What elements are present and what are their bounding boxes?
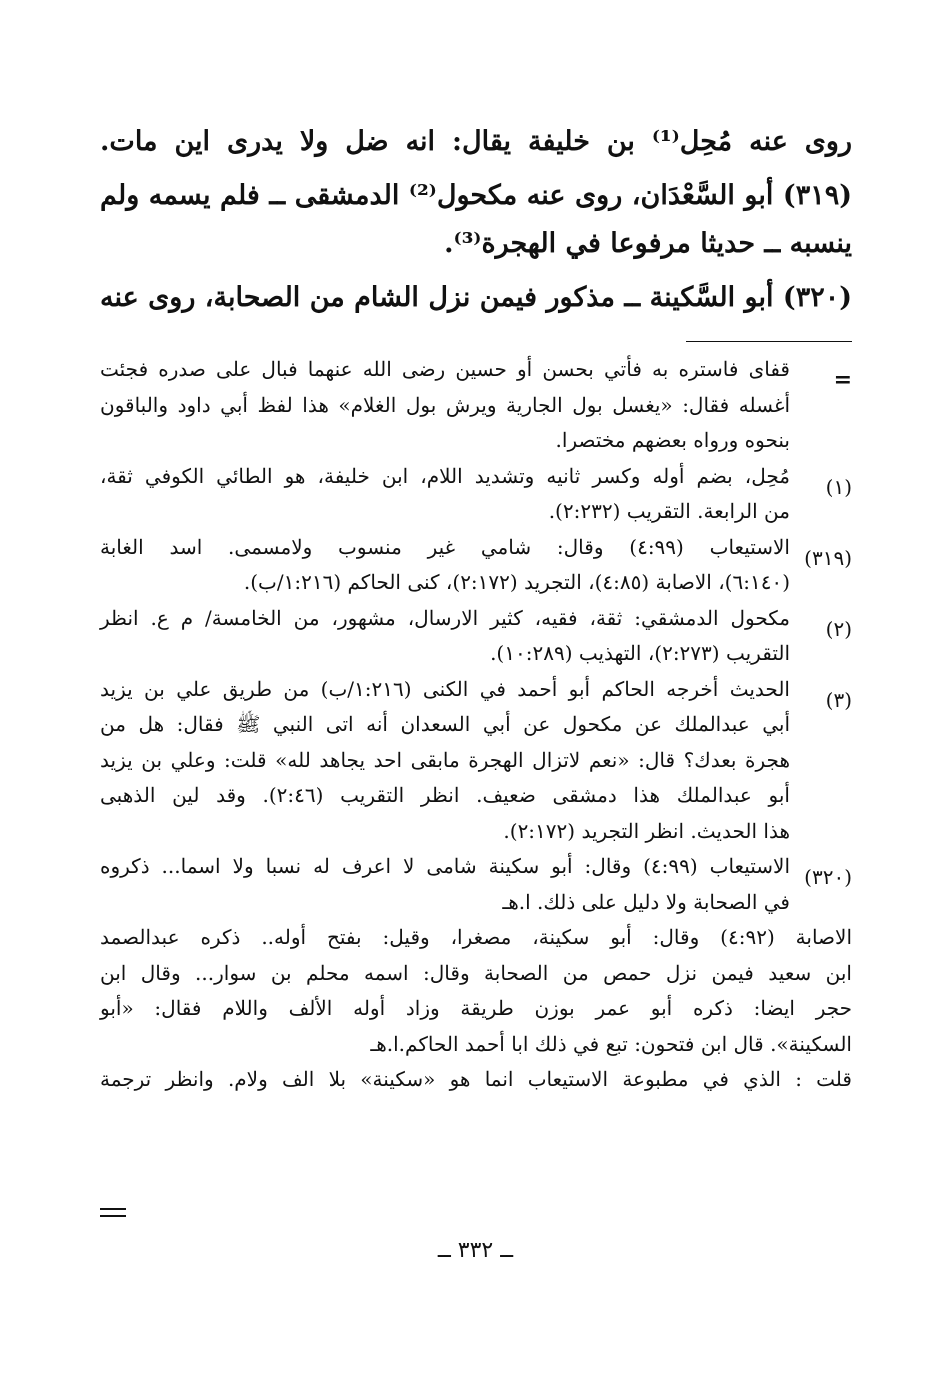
footnote-line: أبو عبدالملك هذا دمشقى ضعيف. انظر التقريب (٢:٤٦). وقد لين الذهبى — [100, 783, 790, 807]
trailing-line-4: السكينة». قال ابن فتحون: تبع في ذلك ابا أحمد الحاكم.ا.هـ — [370, 1031, 852, 1056]
main-text — [100, 118, 852, 322]
continuation-line-3: بنحوه ورواه بعضهم مختصرا. — [555, 428, 790, 452]
page-number: ــ ٣٣٢ ــ — [437, 1238, 514, 1263]
footnote-line: الاستيعاب (٤:٩٩) وقال: أبو سكينة شامى لا اعرف له نسبا ولا اسما... ذكروه — [100, 854, 790, 878]
footnote-line: هذا الحديث. انظر التجريد (٢:١٧٢). — [503, 818, 790, 843]
main-line-1: روى عنه مُحِل⁽¹⁾ بن خليفة يقال: انه ضل ولا يدرى اين مات. — [100, 126, 853, 157]
continuation-line-2: أغسله فقال: «يغسل بول الجارية ويرش بول الغلام» هذا لفظ أبي داود والباقون — [100, 392, 790, 417]
main-line-4: (٣٢٠) أبو السَّكينة ــ مذكور فيمن نزل الشام من الصحابة، روى عنه — [100, 282, 852, 313]
continuation-line-1: قفاى فاستره به فأتي بحسن أو حسين رضى الله عنهما فبال على صدره فجئت — [100, 357, 790, 381]
trailing-line-1: الاصابة (٤:٩٢) وقال: أبو سكينة، مصغرا، وقيل: بفتح أوله.. ذكره عبدالصمد — [100, 925, 852, 949]
footnote-line: (٦:١٤٠)، الاصابة (٤:٨٥)، التجريد (٢:١٧٢)، كنى الحاكم (١:٢١٦/ب). — [243, 570, 790, 594]
footnote-divider — [686, 341, 852, 342]
footnote-line: في الصحابة ولا دليل على ذلك. ا.هـ — [502, 889, 790, 914]
trailing-line-5: قلت : الذي في مطبوعة الاستيعاب انما هو «سكينة» بلا الف ولام. وانظر ترجمة — [100, 1067, 852, 1091]
footnote-number: (٢) — [825, 616, 852, 641]
footnote-1 — [100, 459, 852, 530]
trailing-line-2: ابن سعيد فيمن نزل حمص من الصحابة وقال: اسمه محلم بن سوار... وقال ابن — [100, 960, 852, 985]
footnote-number: (٣) — [825, 687, 852, 712]
footnote-line: مكحول الدمشقي: ثقة، فقيه، كثير الارسال، مشهور، من الخامسة/ م ع. انظر — [100, 605, 791, 630]
main-line-2: (٣١٩) أبو السَّعْدَان، روى عنه مكحول⁽²⁾ الدمشقى ــ فلم يسمه ولم — [100, 180, 852, 211]
footnote-line: هجرة بعدك؟ قال: «نعم لاتزال الهجرة مابقى احد يجاهد لله» قلت: وعلي بن يزيد — [100, 747, 790, 772]
footnote-line: الاستيعاب (٤:٩٩) وقال: شامي غير منسوب ولامسمى. اسد الغابة — [100, 534, 790, 559]
footnote-line: الحديث أخرجه الحاكم أبو أحمد في الكنى (١:٢١٦/ب) من طريق علي بن يزيد — [100, 676, 790, 701]
footnotes — [100, 352, 852, 1098]
continuation-note — [100, 352, 852, 459]
footnote-number: (٣٢٠) — [804, 865, 852, 889]
footnote-320 — [100, 849, 852, 920]
footnote-319 — [100, 530, 852, 601]
footnote-number: (١) — [825, 474, 852, 499]
footnote-3 — [100, 672, 852, 850]
footnote-number: (٣١٩) — [804, 545, 852, 570]
footnote-320-continued — [100, 920, 852, 1098]
footnote-line: أبي عبدالملك عن مكحول عن أبي السعدان أنه اتى النبي ﷺ فقال: هل من — [100, 712, 790, 736]
footnote-line: التقريب (٢:٢٧٣)، التهذيب (١٠:٢٨٩). — [490, 641, 790, 665]
continuation-double-rule — [100, 1208, 126, 1217]
trailing-line-3: حجر ايضا: ذكره أبو عمر بوزن طريقة وزاد أوله الألف واللام فقال: «أبو — [100, 996, 852, 1020]
footnote-line: من الرابعة. التقريب (٢:٢٣٢). — [548, 499, 790, 523]
continuation-mark: = — [833, 367, 852, 393]
footnote-2 — [100, 601, 852, 672]
footnote-line: مُحِل، بضم أوله وكسر ثانيه وتشديد اللام، ابن خليفة، هو الطائي الكوفي ثقة، — [100, 463, 790, 488]
main-line-3: ينسبه ــ حديثا مرفوعا في الهجرة⁽³⁾. — [444, 228, 852, 259]
